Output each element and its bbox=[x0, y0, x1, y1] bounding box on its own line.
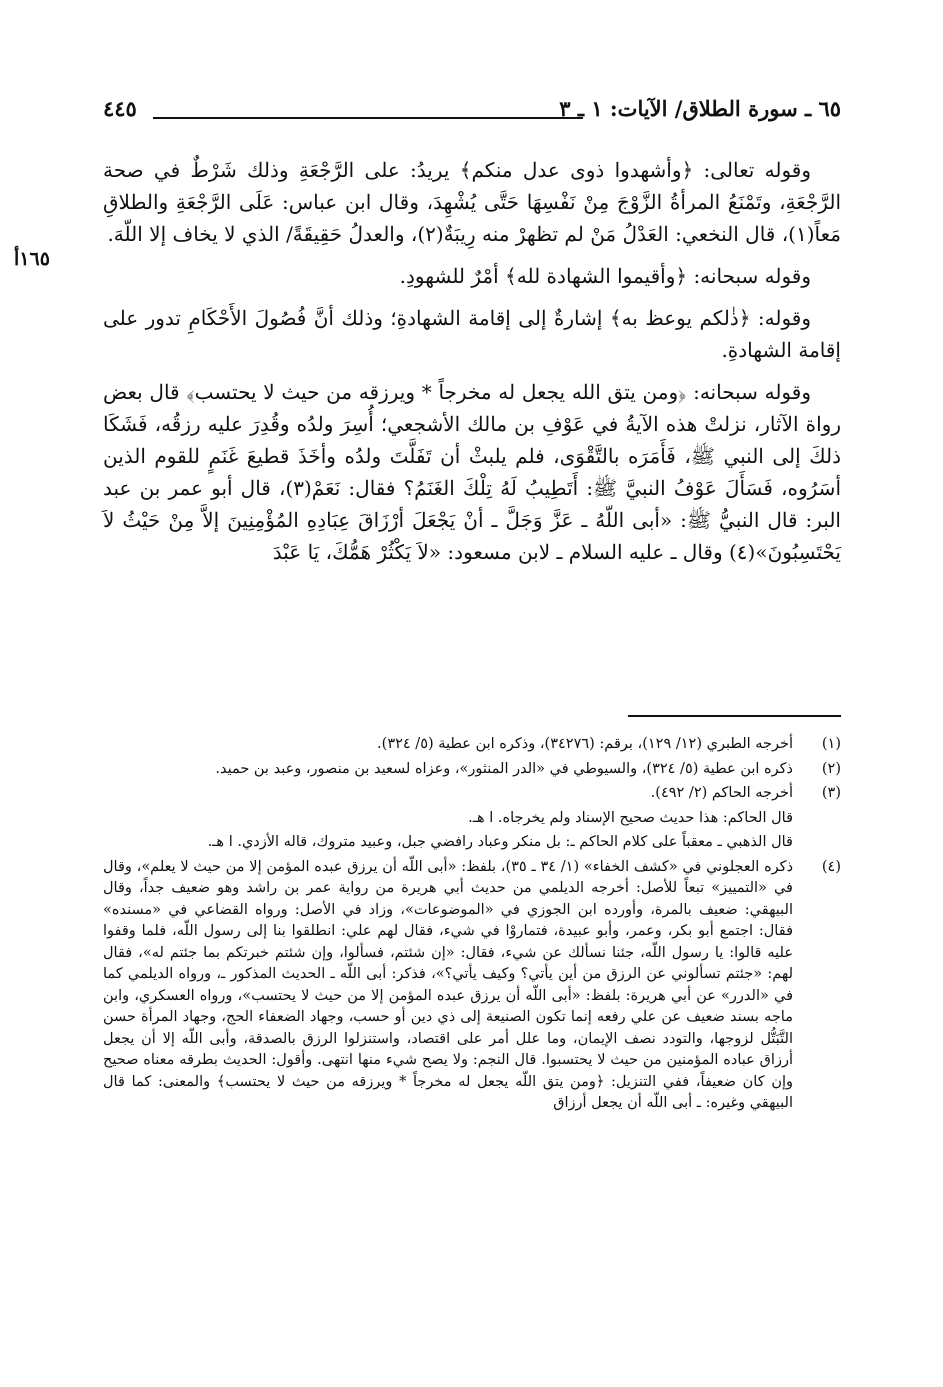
footnote-text: أخرجه الطبري (١٢/ ١٢٩)، برقم: (٣٤٢٧٦)، وذكره ابن عطية (٥/ ٣٢٤). bbox=[377, 736, 793, 752]
paragraph: وقوله تعالى: ﴿وأشهدوا ذوى عدل منكم﴾ يريدُ: على الرَّجْعَةِ وذلك شَرْطٌ في صحة الرَّجْعَةِ، وتَمْنَعُ المرأةُ الزَّوْجَ مِنْ نَفْسِهَا حَتَّى يُشْهِدَ، وقال ابن عباس: عَلَى الرَّجْعَةِ والطلاقِ مَعاً(١)، قال النخعي: العَدْلُ مَنْ لم تظهرْ منه رِيبَةٌ(٢)، والعدلُ حَقِيقَةً/ الذي لا يخاف إلا اللّهَ. bbox=[103, 158, 841, 246]
paragraph: وقوله سبحانه: ﴿وأقيموا الشهادة لله﴾ أمْرٌ للشهودِ. bbox=[399, 264, 811, 288]
main-text bbox=[103, 154, 841, 578]
page-number: ٤٤٥ bbox=[103, 96, 137, 121]
footnote-text: أخرجه الحاكم (٢/ ٤٩٢). bbox=[650, 785, 793, 801]
paragraph: وقوله: ﴿ذٰلكم يوعظ به﴾ إشارةٌ إلى إقامة الشهادةِ؛ وذلك أنَّ فُصُولَ الأَحْكَامِ تدور على إقامة الشهادةِ. bbox=[103, 306, 841, 362]
footnote-continuation: قال الحاكم: هذا حديث صحيح الإسناد ولم يخرجاه. ا هـ. bbox=[468, 809, 793, 826]
footnote-divider bbox=[628, 715, 841, 717]
footnote bbox=[103, 783, 841, 805]
header-rule bbox=[153, 117, 583, 119]
footnote-continuation: قال الذهبي ـ معقباً على كلام الحاكم ـ: بل منكر وعباد رافضي جبل، وعبيد متروك، قاله الأزدي. ا هـ. bbox=[207, 834, 793, 850]
footnote-text: ذكره ابن عطية (٥/ ٣٢٤)، والسيوطي في «الدر المنثور»، وعزاه لسعيد بن منصور، وعبد بن حميد. bbox=[215, 760, 793, 777]
paragraph: وقوله سبحانه: ﴿ومن يتق الله يجعل له مخرجاً * ويرزقه من حيث لا يحتسب﴾ قال بعض رواة الآثار، نزلتْ هذه الآيةُ في عَوْفِ بن مالك الأشجعي؛ أُسِرَ ولدُه وقُدِرَ عليه رزقُه، فَشَكَا ذلكَ إلى النبي ﷺ، فَأَمَرَه بالتَّقْوَى، فلم يلبثْ أن تَفَلَّتَ ولدُه وأخَذَ قطيعَ غَنَمٍ للقوم الذين أسَرُوه، فَسَأَلَ عَوْفُ النبيَّ ﷺ: أَتَطِيبُ لَهُ تِلْكَ الغَنَمُ؟ فقال: نَعَمْ(٣)، قال أبو عمر بن عبد البر: قال النبيُّ ﷺ: «أبى اللّهُ ـ عَزَّ وَجَلَّ ـ أنْ يَجْعَلَ أرْزَاقَ عِبَادِهِ المُؤْمِنِينَ إلاَّ مِنْ حَيْثُ لاَ يَحْتَسِبُونَ»(٤) وقال ـ عليه السلام ـ لابن مسعود: «لاَ يَكْثُرْ هَمُّكَ، يَا عَبْدَ bbox=[103, 380, 841, 564]
footnote bbox=[103, 759, 841, 781]
footnote-text: ذكره العجلوني في «كشف الخفاء» (١/ ٣٤ ـ ٣٥)، بلفظ: «أبى اللّه أن يرزق عبده المؤمن إلا من حيث لا يعلم»، وقال في «التمييز» تبعاً للأصل: أخرجه الديلمي من حديث أبي هريرة من رواية عمر بن راشد وهو ضعيف جداً، وقال البيهقي: ضعيف بالمرة، وأورده ابن الجوزي في «الموضوعات»، وزاد في الأصل: ورواه القضاعي في «مسنده» فقال: اجتمع أبو بكر، وعمر، وأبو عبيدة، فتماروْا في شيء، فقال لهم علي: انطلقوا بنا إلى رسول اللّه، فلما وقفوا عليه قالوا: يا رسول اللّه، جئنا نسألك عن شيء، فقال: «إن شئتم، فسألوا، وإن شئتم خبرتكم بما جئتم له»، فقال لهم: «جئتم تسألوني عن الرزق من أين يأتي؟ وكيف يأتي؟»، فذكر: أبى اللّه ـ الحديث المذكور ـ، ورواه الديلمي كما في «الدرر» عن أبي هريرة: بلفظ: «أبى اللّه أن يرزق عبده المؤمن إلا من حيث لا يحتسب»، ورواه العسكري، وابن ماجه بسند ضعيف عن علي رفعه إنما تكون الصنيعة إلى ذي دين أو حسب، وجهاد الضعفاء الحج، وجهاد المرأة حسن التَّبَتُّل لزوجها، والتودد نصف الإيمان، وما علل أمر على اقتصاد، واستنزلوا الرزق بالصدقة، وأبى اللّه إلا أن يجعل أرزاق عباده المؤمنين من حيث لا يحتسبوا. قال النجم: ولا يصح شيء منها انتهى. وأقول: الحديث بطرقه معناه صحيح وإن كان ضعيفاً، ففي التنزيل: ﴿ومن يتق اللّه يجعل له مخرجاً * ويرزقه من حيث لا يحتسب﴾ والمعنى: كما قال البيهقي وغيره: ـ أبى اللّه أن يجعل أرزاق bbox=[103, 858, 794, 1111]
footnote-number: (٤) bbox=[821, 858, 841, 875]
footnote-number: (١) bbox=[821, 736, 841, 752]
footnote-number: (٢) bbox=[821, 760, 841, 777]
footnote bbox=[103, 734, 841, 756]
manuscript-folio-marker: ١٦٥أ bbox=[14, 248, 50, 270]
running-header bbox=[103, 96, 841, 136]
chapter-title: ٦٥ ـ سورة الطلاق/ الآيات: ١ ـ ٣ bbox=[559, 96, 841, 121]
footnotes bbox=[103, 734, 841, 1118]
footnote bbox=[103, 857, 841, 1115]
footnote-number: (٣) bbox=[821, 785, 841, 801]
